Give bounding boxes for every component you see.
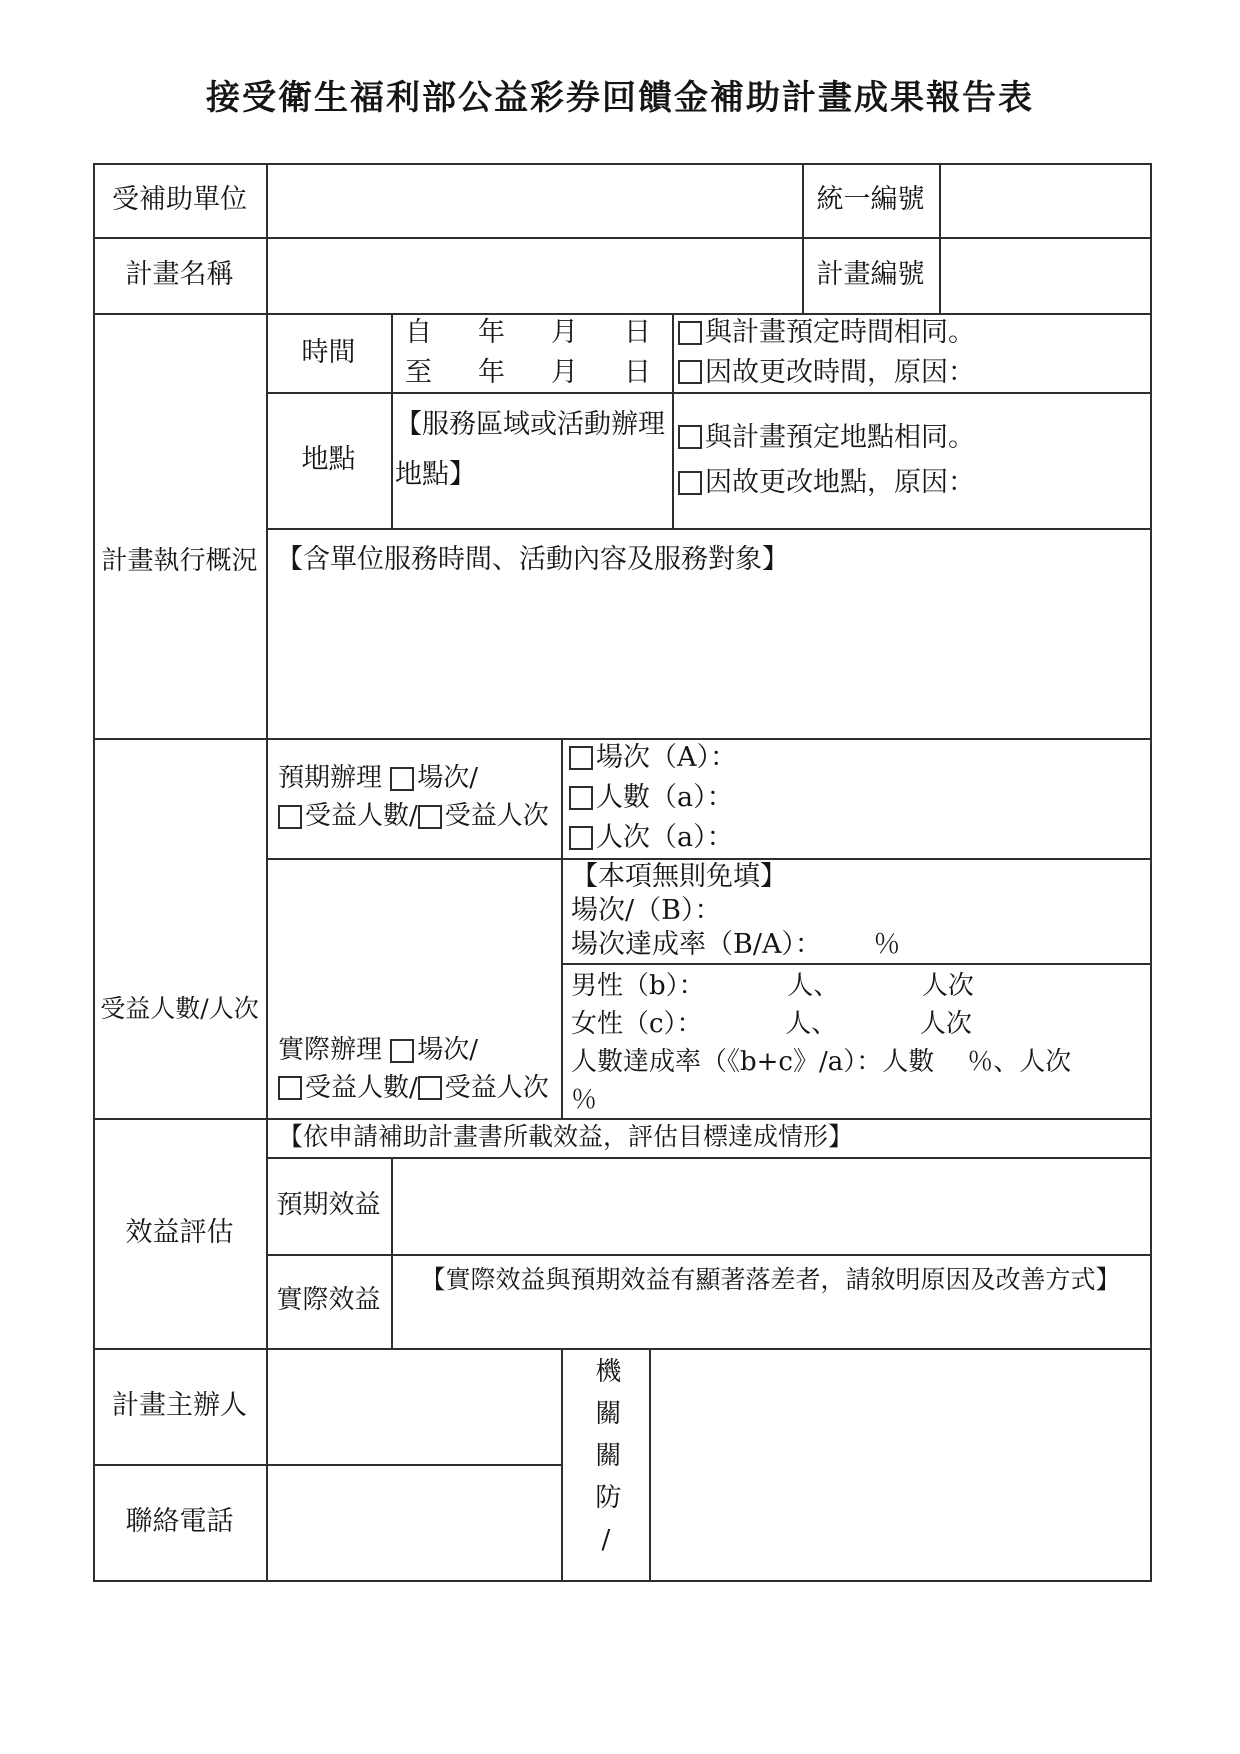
benefit-actual-note-text: 【實際效益與預期效益有顯著落差者，請敘明原因及改善方式】 (420, 1265, 1121, 1294)
location-option-same: 與計畫預定地點相同。 (678, 418, 1150, 457)
checkbox-icon (569, 746, 593, 770)
plan-no-label: 計畫編號 (816, 259, 925, 291)
time-option-changed: 因故更改時間，原因： (678, 353, 1150, 392)
checkbox-icon (678, 321, 702, 345)
benefit-expected-value-cell (391, 1157, 1150, 1254)
phone-value-cell (266, 1464, 561, 1580)
seal-space-cell (649, 1348, 1150, 1580)
execution-section-label-text: 計畫執行概況 (101, 546, 258, 576)
execution-overview-hint: 【含單位服務時間、活動內容及服務對象】 (276, 544, 789, 575)
time-options-cell (672, 313, 1150, 392)
benefit-note-text: 【依申請補助計畫書所載效益，評估目標達成情形】 (278, 1122, 854, 1152)
checkbox-icon (418, 1076, 442, 1100)
actual-session-rate-line: 場次達成率（B/A）： ％ (571, 929, 901, 960)
actual-male-line: 男性（b）： 人、 人次 (571, 971, 974, 1001)
checkbox-icon (678, 360, 702, 384)
unit-value-cell (266, 163, 802, 237)
actual-line1: 實際辦理 場次/ (278, 1034, 479, 1065)
plan-name-value-cell (266, 237, 802, 313)
expected-line1: 預期辦理 場次/ (278, 763, 479, 794)
organizer-value-cell (266, 1348, 561, 1464)
actual-people-rate-line: 人數達成率（《b+c》/a）：人數 ％、人次 (571, 1047, 1072, 1077)
expected-item-visits: 人次（a）： (569, 818, 1150, 858)
table-border-bottom (93, 1580, 1152, 1582)
actual-people-rate-overflow: ％ (571, 1085, 598, 1115)
checkbox-icon (390, 767, 414, 791)
execution-overview-cell (266, 528, 1150, 738)
time-option-same: 與計畫預定時間相同。 (678, 313, 1150, 352)
benefit-section-label: 效益評估 (125, 1217, 234, 1249)
time-content-cell (391, 313, 672, 392)
beneficiary-section-label-text: 受益人數/人次 (100, 994, 259, 1024)
benefit-actual-label: 實際效益 (276, 1285, 381, 1316)
plan-no-value-cell (939, 237, 1150, 313)
benefit-note-cell (266, 1118, 1150, 1157)
seal-label-text: 機關關防/ (590, 1357, 621, 1571)
checkbox-icon (418, 805, 442, 829)
execution-section-label (93, 313, 266, 738)
time-label: 時間 (301, 336, 356, 368)
location-hint-cell (391, 392, 672, 528)
beneficiary-expected-items-cell (561, 738, 1150, 858)
phone-label: 聯絡電話 (125, 1506, 234, 1538)
checkbox-icon (678, 425, 702, 449)
location-option-changed: 因故更改地點，原因： (678, 463, 1150, 502)
checkbox-icon (569, 786, 593, 810)
checkbox-icon (569, 826, 593, 850)
expected-item-session: 場次（A）： (569, 738, 1150, 778)
checkbox-icon (278, 1076, 302, 1100)
actual-line2: 受益人數/ 受益人次 (278, 1070, 561, 1108)
uid-label: 統一編號 (816, 184, 925, 216)
beneficiary-actual-people-cell (561, 963, 1150, 1118)
actual-session-line: 場次/（B）： (571, 895, 722, 926)
time-from-line: 自 年 月 日 (405, 317, 651, 349)
uid-value-cell (939, 163, 1150, 237)
benefit-actual-value-cell (391, 1254, 1150, 1348)
location-label: 地點 (301, 444, 356, 476)
expected-item-people: 人數（a）： (569, 778, 1150, 818)
location-options-cell (672, 392, 1150, 528)
checkbox-icon (678, 471, 702, 495)
actual-female-line: 女性（c）： 人、 人次 (571, 1009, 972, 1039)
seal-cell (561, 1348, 649, 1580)
beneficiary-actual-session-cell (561, 858, 1150, 963)
unit-label: 受補助單位 (112, 184, 247, 216)
plan-name-label: 計畫名稱 (125, 259, 234, 291)
actual-skip-note: 【本項無則免填】 (571, 861, 787, 892)
expected-line2: 受益人數/ 受益人次 (278, 798, 561, 836)
organizer-label: 計畫主辦人 (112, 1390, 247, 1422)
benefit-expected-label: 預期效益 (276, 1189, 381, 1220)
report-form-table (93, 163, 1152, 1582)
table-border-right (1150, 163, 1152, 1582)
location-hint-text: 【服務區域或活動辦理地點】 (395, 409, 665, 490)
document-title: 接受衛生福利部公益彩券回饋金補助計畫成果報告表 (206, 78, 1034, 118)
checkbox-icon (390, 1039, 414, 1063)
time-to-line: 至 年 月 日 (405, 356, 651, 388)
beneficiary-expected-cell (266, 738, 561, 858)
checkbox-icon (278, 805, 302, 829)
